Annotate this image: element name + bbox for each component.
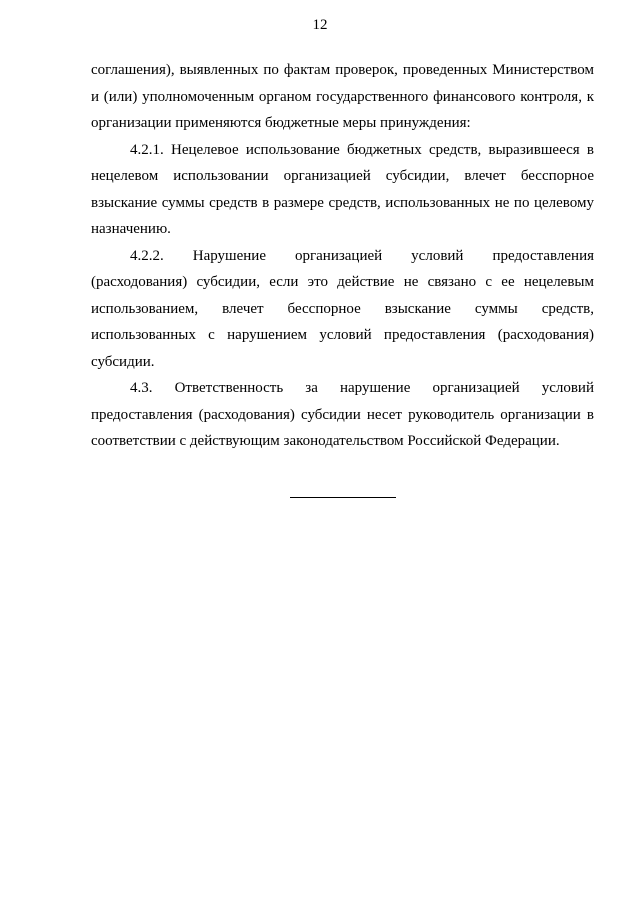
paragraph-line: взыскание суммы средств в размере средств, использованных не по целевому (91, 194, 594, 211)
document-body (91, 57, 594, 455)
paragraph-line: субсидии. (91, 353, 155, 370)
paragraph-line: нецелевом использовании организацией субсидии, влечет бесспорное (91, 168, 594, 184)
paragraph-line: назначению. (91, 221, 171, 237)
page-number: 12 (312, 17, 328, 33)
paragraph-line: 4.3. Ответственность за нарушение организацией условий (130, 380, 594, 396)
paragraph-line: предоставления (расходования) субсидии несет руководитель организации в (91, 406, 594, 423)
paragraph-line: 4.2.1. Нецелевое использование бюджетных средств, выразившееся в (130, 141, 594, 158)
paragraph-line: (расходования) субсидии, если это действие не связано с ее нецелевым (91, 274, 594, 290)
paragraph-line: использованных с нарушением условий предоставления (расходования) (91, 327, 594, 343)
paragraph-line: и (или) уполномоченным органом государственного финансового контроля, к (91, 88, 594, 105)
paragraph-line: соответствии с действующим законодательством Российской Федерации. (91, 433, 560, 449)
paragraph-line: использованием, влечет бесспорное взыскание суммы средств, (91, 300, 594, 317)
end-separator-line (290, 497, 396, 498)
paragraph-line: организации применяются бюджетные меры принуждения: (91, 115, 471, 131)
paragraph-line: 4.2.2. Нарушение организацией условий предоставления (130, 247, 594, 264)
paragraph-line: соглашения), выявленных по фактам проверок, проведенных Министерством (91, 62, 594, 78)
